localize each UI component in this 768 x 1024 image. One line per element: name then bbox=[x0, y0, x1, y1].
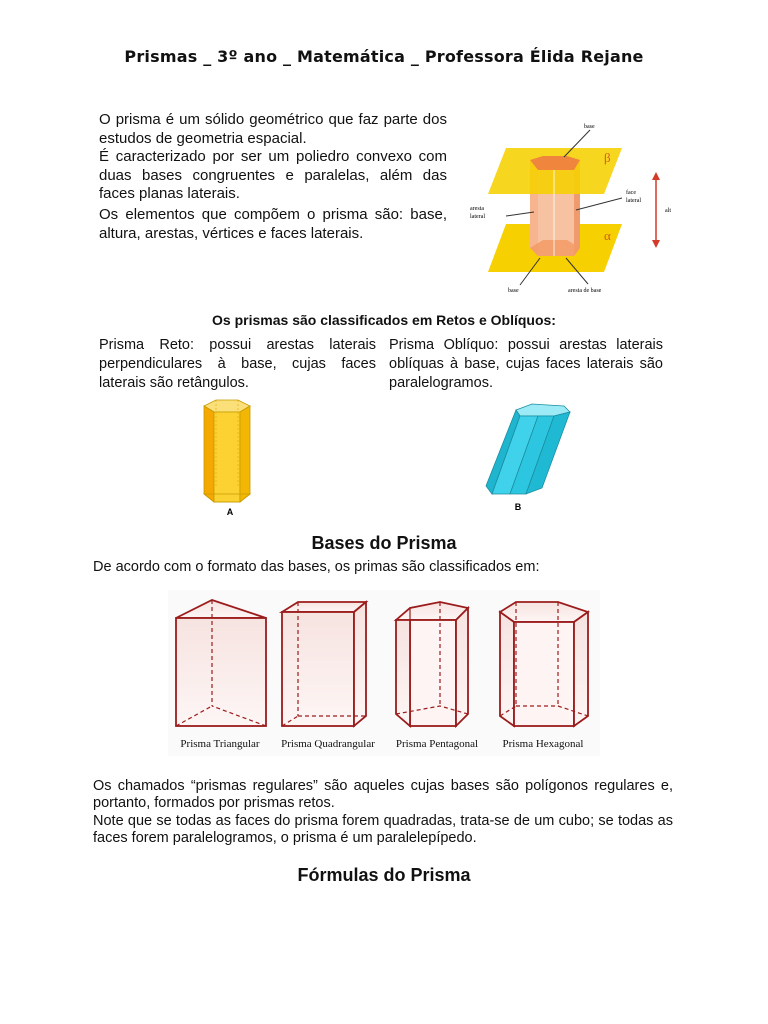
label-b: B bbox=[514, 502, 522, 512]
label-aresta-lateral: lateral bbox=[470, 214, 485, 220]
prism-a-front-face bbox=[214, 412, 240, 502]
caption-hexagonal: Prisma Hexagonal bbox=[502, 738, 584, 750]
caption-pentagonal: Prisma Pentagonal bbox=[395, 738, 479, 750]
pentagonal-prism bbox=[396, 602, 468, 726]
regular-paragraph: Os chamados “prismas regulares” são aqueles cujas bases são polígonos regulares e, portanto, formados por prismas retos. bbox=[93, 778, 673, 812]
beta-plane bbox=[488, 148, 622, 194]
bases-heading: Bases do Prisma bbox=[311, 533, 457, 553]
classification-heading: Os prismas são classificados em Retos e Oblíquos: bbox=[212, 312, 556, 328]
bases-description: De acordo com o formato das bases, os primas são classificados em: bbox=[93, 559, 540, 575]
prisma-reto-text: Prisma Reto: possui arestas laterais perpendiculares à base, cujas faces laterais são retângulos. bbox=[99, 337, 376, 391]
intro-paragraph: É caracterizado por ser um poliedro convexo com duas bases congruentes e paralelas, além das faces planas laterais. bbox=[99, 148, 447, 203]
prism-a-left-face bbox=[204, 406, 214, 502]
prisma-obliquo-text: Prisma Oblíquo: possui arestas laterais oblíquas à base, cujas faces laterais são paralelogramos. bbox=[389, 337, 663, 391]
oblique-prism-figure bbox=[482, 400, 578, 516]
label-face: face bbox=[626, 190, 636, 196]
label-aresta-de-base: aresta de base bbox=[568, 288, 602, 294]
base-types-figure bbox=[168, 590, 600, 756]
regular-prisms-text bbox=[93, 778, 673, 848]
prism-top-base-overlay bbox=[530, 156, 580, 170]
label-beta: β bbox=[604, 150, 611, 165]
intro-paragraph: Os elementos que compõem o prisma são: base, altura, arestas, vértices e faces laterais. bbox=[99, 205, 447, 242]
label-a: A bbox=[226, 507, 234, 517]
label-altura: alt bbox=[665, 208, 671, 214]
intro-text bbox=[99, 111, 447, 243]
intro-paragraph: O prisma é um sólido geométrico que faz parte dos estudos de geometria espacial. bbox=[99, 111, 447, 147]
prism-elements-diagram bbox=[468, 112, 690, 298]
label-alpha: α bbox=[604, 228, 611, 243]
right-prism-figure bbox=[196, 398, 266, 518]
regular-paragraph: Note que se todas as faces do prisma forem quadradas, trata-se de um cubo; se todas as faces forem paralelogramos, o prisma é um paralelepípedo. bbox=[93, 812, 673, 847]
caption-triangular: Prisma Triangular bbox=[180, 738, 260, 750]
label-base-bottom: base bbox=[508, 288, 519, 294]
hexagonal-prism bbox=[500, 602, 588, 726]
label-base-top: base bbox=[584, 124, 595, 130]
triangular-prism bbox=[176, 600, 266, 726]
label-aresta: aresta bbox=[470, 206, 484, 212]
formulas-heading: Fórmulas do Prisma bbox=[297, 865, 471, 885]
quadrangular-prism bbox=[282, 602, 366, 726]
label-lateral: lateral bbox=[626, 198, 641, 204]
caption-quadrangular: Prisma Quadrangular bbox=[281, 738, 375, 750]
prism-a-right-face bbox=[240, 406, 250, 502]
page-title: Prismas _ 3º ano _ Matemática _ Professora Élida Rejane bbox=[124, 47, 644, 66]
